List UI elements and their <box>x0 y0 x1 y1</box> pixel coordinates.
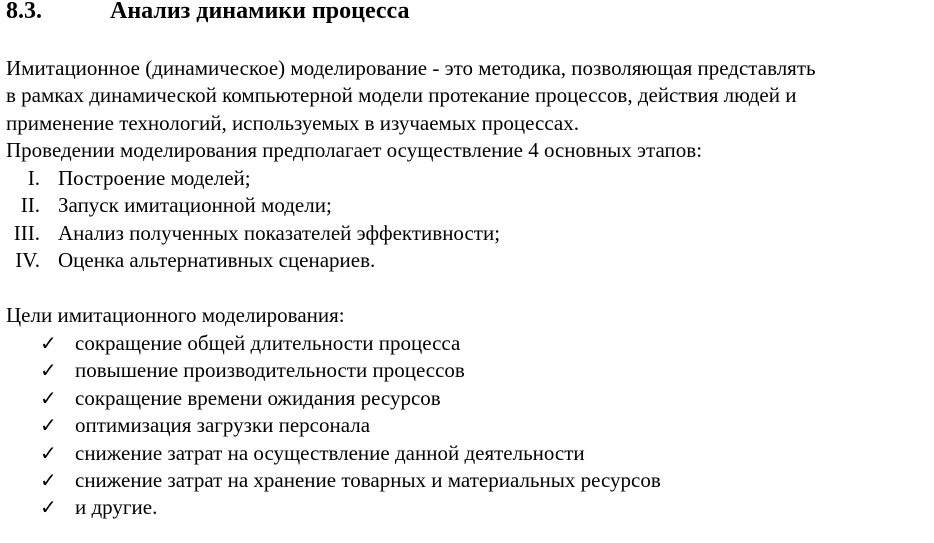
stage-text: Построение моделей; <box>58 166 251 190</box>
goals-heading: Цели имитационного моделирования: <box>6 303 345 327</box>
checkmark-icon: ✓ <box>40 358 57 383</box>
goal-text: снижение затрат на хранение товарных и материальных ресурсов <box>75 467 661 492</box>
goal-text: снижение затрат на осуществление данной деятельности <box>75 440 585 465</box>
stage-number: I. <box>27 166 40 190</box>
intro-line: применение технологий, используемых в изучаемых процессах. <box>6 110 579 135</box>
stage-number: IV. <box>15 248 40 273</box>
stage-text: Анализ полученных показателей эффективности; <box>58 220 501 245</box>
section-heading <box>6 0 409 28</box>
stage-text: Запуск имитационной модели; <box>58 193 332 218</box>
stage-number: II. <box>20 193 40 218</box>
goal-text: сокращение общей длительности процесса <box>75 331 461 355</box>
checkmark-icon: ✓ <box>40 385 57 410</box>
goal-text: оптимизация загрузки персонала <box>75 413 371 438</box>
checkmark-icon: ✓ <box>40 440 57 465</box>
checkmark-icon: ✓ <box>40 331 57 355</box>
section-title: Анализ динамики процесса <box>110 0 410 24</box>
intro-paragraph <box>6 55 816 165</box>
checkmark-icon: ✓ <box>40 413 57 438</box>
checkmark-icon: ✓ <box>40 495 57 520</box>
intro-line: в рамках динамической компьютерной модели протекание процессов, действия людей и <box>6 83 797 108</box>
goal-text: сокращение времени ожидания ресурсов <box>75 385 441 410</box>
section-number: 8.3. <box>6 0 42 24</box>
stage-text: Оценка альтернативных сценариев. <box>58 248 376 273</box>
checkmark-icon: ✓ <box>40 467 57 492</box>
goal-text: и другие. <box>75 495 158 520</box>
intro-line: Имитационное (динамическое) моделирование - это методика, позволяющая представлять <box>6 56 816 80</box>
stage-number: III. <box>13 220 40 245</box>
intro-line: Проведении моделирования предполагает осуществление 4 основных этапов: <box>6 138 703 163</box>
goal-text: повышение производительности процессов <box>75 358 465 383</box>
